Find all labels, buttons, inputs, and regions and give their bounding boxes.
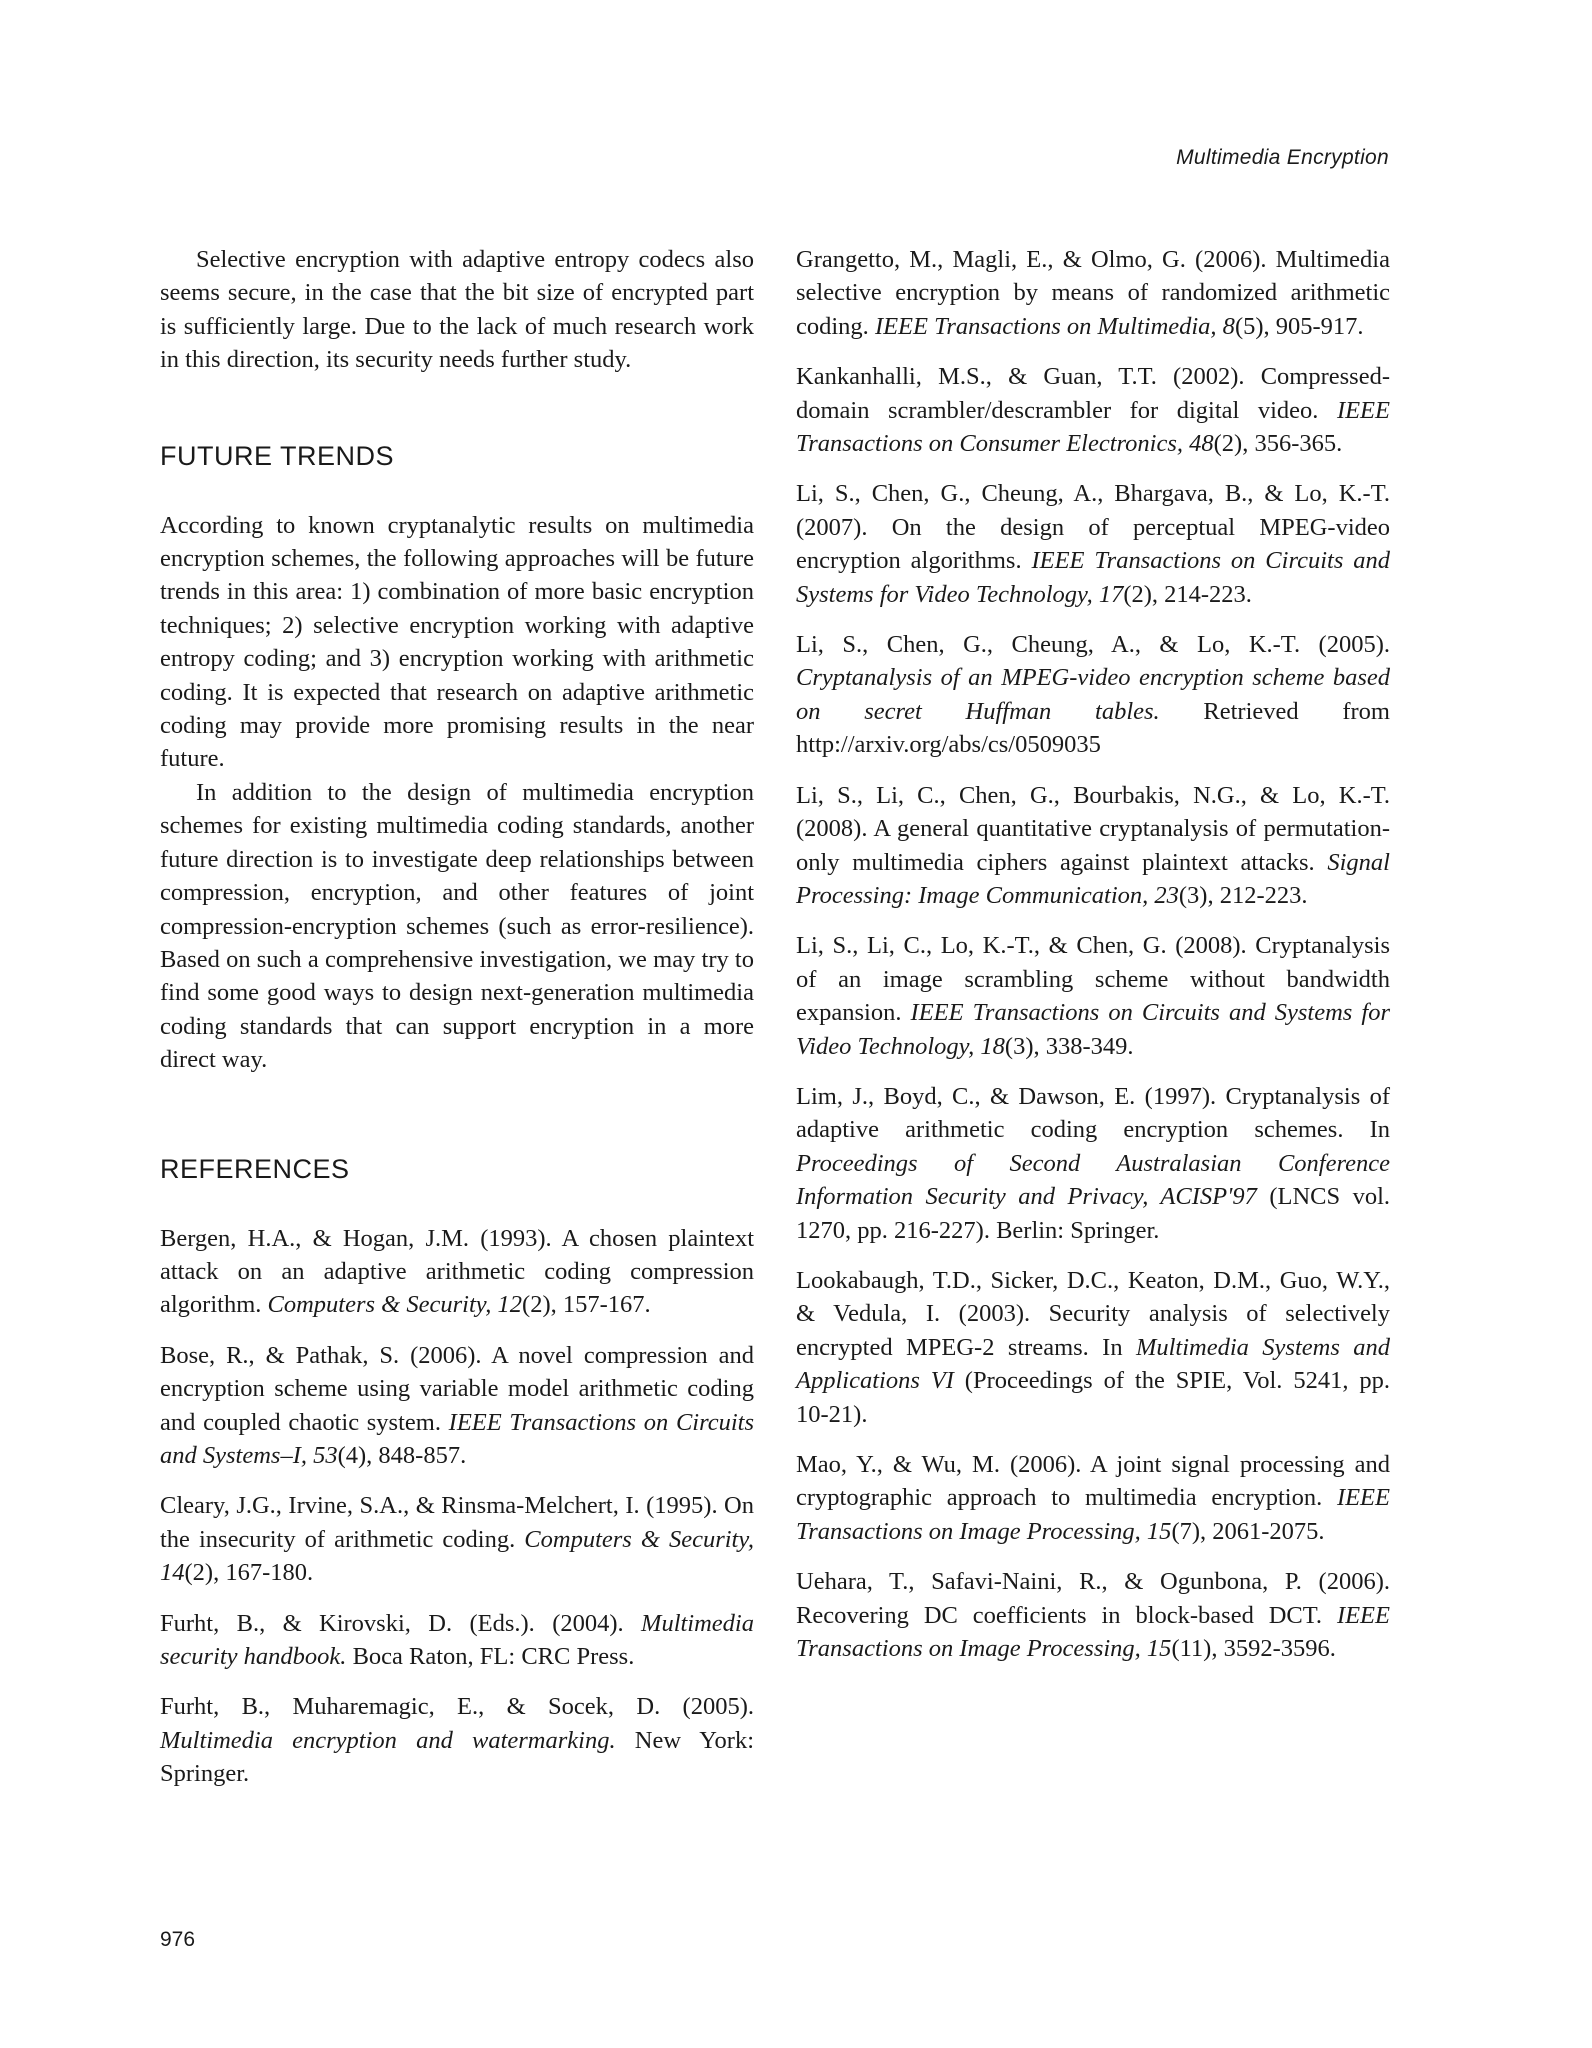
reference-entry: Furht, B., Muharemagic, E., & Socek, D. (2005). Multimedia encryption and watermarking. New York: Springer.: [160, 1693, 754, 1788]
reference-entry: Mao, Y., & Wu, M. (2006). A joint signal processing and cryptographic approach to multimedia encryption. IEEE Transactions on Image Processing, 15(7), 2061-2075.: [796, 1451, 1390, 1545]
right-column: [796, 243, 1390, 1682]
reference-entry: Li, S., Li, C., Chen, G., Bourbakis, N.G., & Lo, K.-T. (2008). A general quantitative cryptanalysis of permutation-only multimedia ciphers against plaintext attacks. Signal Processing: Image Communication, 23(3), 212-223.: [796, 781, 1390, 909]
reference-entry: Bose, R., & Pathak, S. (2006). A novel compression and encryption scheme using variable model arithmetic coding and coupled chaotic system. IEEE Transactions on Circuits and Systems–I, 53(4), 848-857.: [160, 1341, 754, 1469]
future-trends-paragraph-1: According to known cryptanalytic results on multimedia encryption schemes, the following approaches will be future trends in this area: 1) combination of more basic encryption techniques; 2) selective encryption working with adaptive entropy coding; and 3) encryption working with arithmetic coding. It is expected that research on adaptive arithmetic coding may provide more promising results in the near future.: [160, 511, 754, 773]
reference-entry: Lookabaugh, T.D., Sicker, D.C., Keaton, D.M., Guo, W.Y., & Vedula, I. (2003). Security analysis of selectively encrypted MPEG-2 streams. In Multimedia Systems and Applications VI (Proceedings of the SPIE, Vol. 5241, pp. 10-21).: [796, 1266, 1390, 1428]
reference-entry: Li, S., Chen, G., Cheung, A., & Lo, K.-T. (2005). Cryptanalysis of an MPEG-video encryption scheme based on secret Huffman tables. Retrieved from http://arxiv.org/abs/cs/0509035: [796, 631, 1390, 759]
reference-entry: Furht, B., & Kirovski, D. (Eds.). (2004). Multimedia security handbook. Boca Raton, FL: CRC Press.: [160, 1609, 754, 1670]
reference-entry: Bergen, H.A., & Hogan, J.M. (1993). A chosen plaintext attack on an adaptive arithmetic coding compression algorithm. Computers & Security, 12(2), 157-167.: [160, 1224, 754, 1319]
page-number: 976: [160, 1928, 196, 1951]
intro-paragraph: Selective encryption with adaptive entropy codecs also seems secure, in the case that the bit size of encrypted part is sufficiently large. Due to the lack of much research work in this direction, its security needs further study.: [160, 246, 754, 374]
future-trends-heading: FUTURE TRENDS: [160, 440, 395, 471]
reference-entry: Kankanhalli, M.S., & Guan, T.T. (2002). Compressed-domain scrambler/descrambler for digital video. IEEE Transactions on Consumer Electronics, 48(2), 356-365.: [796, 363, 1390, 458]
future-trends-paragraph-2: In addition to the design of multimedia encryption schemes for existing multimedia coding standards, another future direction is to investigate deep relationships between compression, encryption, and other features of joint compression-encryption schemes (such as error-resilience). Based on such a comprehensive investigation, we may try to find some good ways to design next-generation multimedia coding standards that can support encryption in a more direct way.: [160, 778, 754, 1074]
reference-entry: Li, S., Chen, G., Cheung, A., Bhargava, B., & Lo, K.-T. (2007). On the design of perceptual MPEG-video encryption algorithms. IEEE Transactions on Circuits and Systems for Video Technology, 17(2), 214-223.: [796, 480, 1390, 608]
reference-entry: Grangetto, M., Magli, E., & Olmo, G. (2006). Multimedia selective encryption by means of randomized arithmetic coding. IEEE Transactions on Multimedia, 8(5), 905-917.: [796, 246, 1390, 340]
reference-entry: Uehara, T., Safavi-Naini, R., & Ogunbona, P. (2006). Recovering DC coefficients in block-based DCT. IEEE Transactions on Image Processing, 15(11), 3592-3596.: [796, 1568, 1390, 1663]
running-head: Multimedia Encryption: [1176, 146, 1389, 169]
reference-entry: Li, S., Li, C., Lo, K.-T., & Chen, G. (2008). Cryptanalysis of an image scrambling scheme without bandwidth expansion. IEEE Transactions on Circuits and Systems for Video Technology, 18(3), 338-349.: [796, 932, 1390, 1060]
reference-entry: Cleary, J.G., Irvine, S.A., & Rinsma-Melchert, I. (1995). On the insecurity of arithmetic coding. Computers & Security, 14(2), 167-180.: [160, 1492, 754, 1587]
left-column: [160, 243, 754, 1808]
references-heading: REFERENCES: [160, 1153, 350, 1184]
reference-entry: Lim, J., Boyd, C., & Dawson, E. (1997). Cryptanalysis of adaptive arithmetic coding encryption schemes. In Proceedings of Second Australasian Conference Information Security and Privacy, ACISP'97 (LNCS vol. 1270, pp. 216-227). Berlin: Springer.: [796, 1082, 1390, 1244]
